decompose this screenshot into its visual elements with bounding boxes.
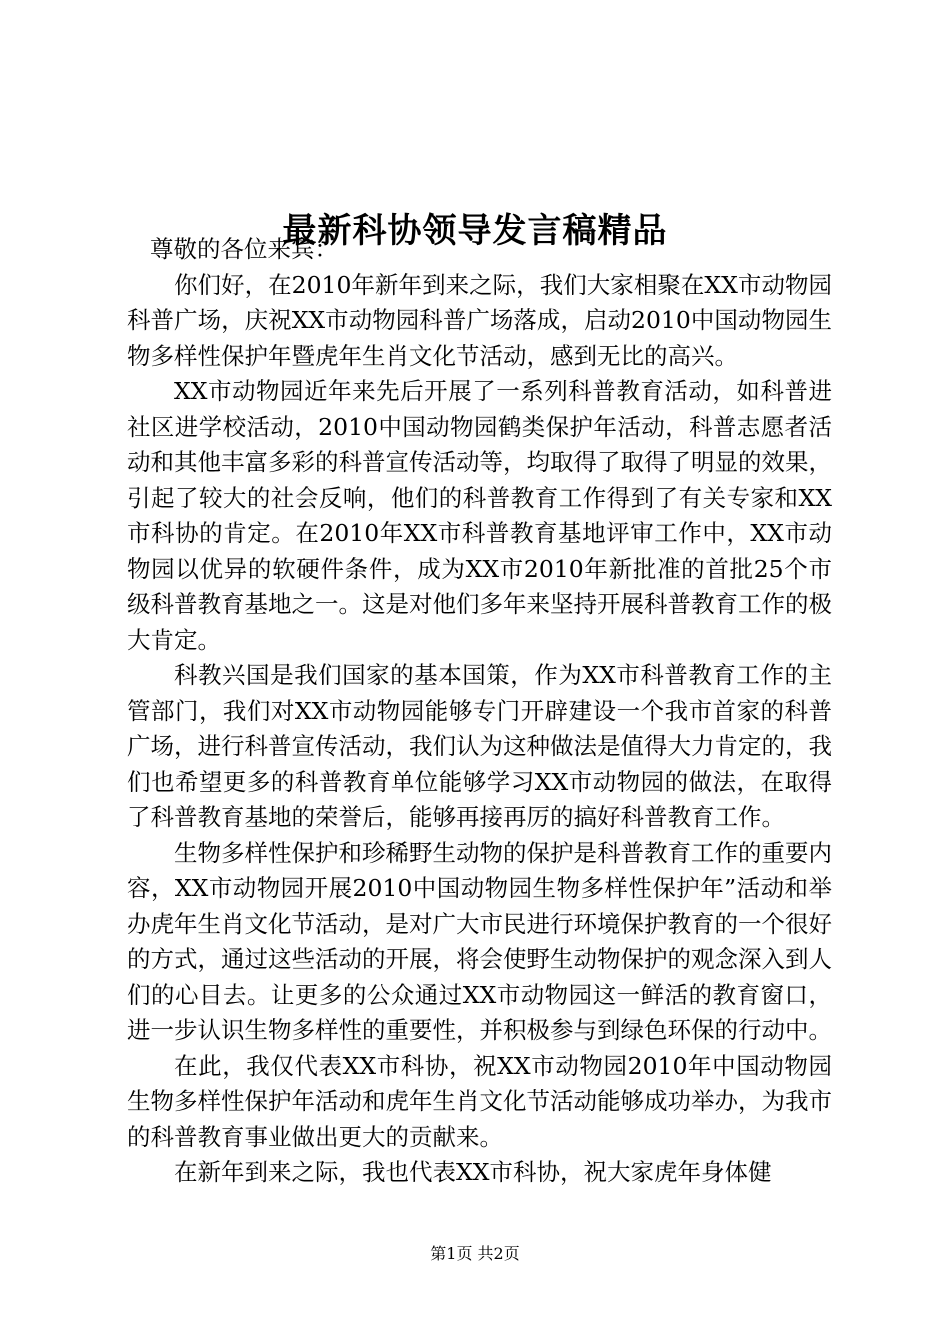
document-body — [127, 232, 832, 1191]
paragraph-policy: 科教兴国是我们国家的基本国策，作为XX市科普教育工作的主管部门，我们对XX市动物园能够专门开辟建设一个我市首家的科普广场，进行科普宣传活动，我们认为这种做法是值得大力肯定的，我们也希望更多的科普教育单位能够学习XX市动物园的做法，在取得了科普教育基地的荣誉后，能够再接再厉的搞好科普教育工作。 — [127, 661, 832, 831]
paragraph-wishes: 在此，我仅代表XX市科协，祝XX市动物园2010年中国动物园生物多样性保护年活动和虎年生肖文化节活动能够成功举办，为我市的科普教育事业做出更大的贡献来。 — [127, 1051, 832, 1151]
salutation: 尊敬的各位来宾： — [150, 235, 338, 263]
paragraph-achievements: XX市动物园近年来先后开展了一系列科普教育活动，如科普进社区进学校活动，2010中国动物园鹤类保护年活动，科普志愿者活动和其他丰富多彩的科普宣传活动等，均取得了取得了明显的效果，引起了较大的社会反响，他们的科普教育工作得到了有关专家和XX市科协的肯定。在2010年XX市科普教育基地评审工作中，XX市动物园以优异的软硬件条件，成为XX市2010年新批准的首批25个市级科普教育基地之一。这是对他们多年来坚持开展科普教育工作的极大肯定。 — [127, 377, 832, 654]
paragraph-greeting: 你们好，在2010年新年到来之际，我们大家相聚在XX市动物园科普广场，庆祝XX市动物园科普广场落成，启动2010中国动物园生物多样性保护年暨虎年生肖文化节活动，感到无比的高兴。 — [127, 270, 832, 370]
paragraph-new-year: 在新年到来之际，我也代表XX市科协，祝大家虎年身体健 — [174, 1158, 772, 1186]
paragraph-biodiversity: 生物多样性保护和珍稀野生动物的保护是科普教育工作的重要内容，XX市动物园开展2010中国动物园生物多样性保护年”活动和举办虎年生肖文化节活动，是对广大市民进行环境保护教育的一个很好的方式，通过这些活动的开展，将会使野生动物保护的观念深入到人们的心目去。让更多的公众通过XX市动物园这一鲜活的教育窗口，进一步认识生物多样性的重要性，并积极参与到绿色环保的行动中。 — [127, 838, 832, 1044]
document-title: 最新科协领导发言稿精品 — [282, 210, 668, 251]
page-footer: 第1页 共2页 — [430, 1244, 520, 1263]
